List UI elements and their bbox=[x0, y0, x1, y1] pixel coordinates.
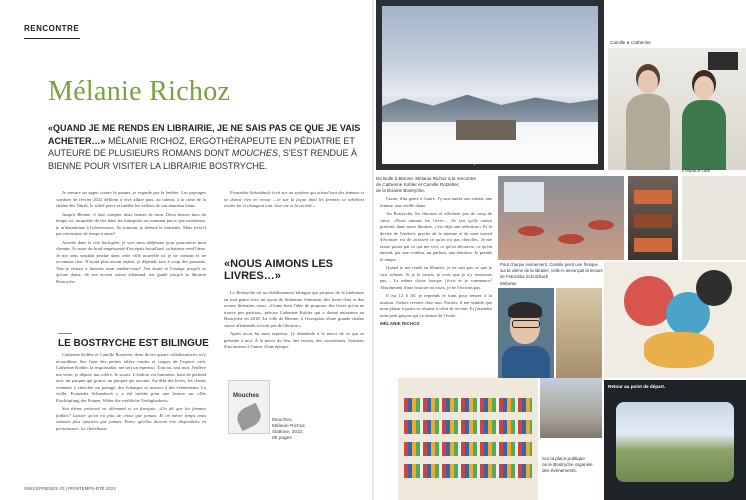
paragraph: Il est 12 h 30, je reprends le train pour rentrer à la maison. J'adore revenir chez moi. Parfois, il me semble que mon plaisir à partir se résume à celui de revenir. Et j'attendre mon petit garçon qui va rentrer de l'école. bbox=[380, 293, 492, 318]
photo-books-boxes bbox=[628, 176, 678, 260]
hair bbox=[508, 302, 542, 318]
photo-cafe bbox=[498, 176, 624, 260]
leaf-illustration bbox=[234, 403, 264, 431]
book-cover-title: Mouches bbox=[233, 393, 260, 399]
shelf-row bbox=[404, 398, 532, 412]
lead-quote: «QUAND JE ME RENDS EN LIBRAIRIE, JE NE SAIS PAS CE QUE JE VAIS ACHETER…» bbox=[48, 123, 361, 146]
book-info-line: Slatkine, 2022, bbox=[272, 430, 304, 435]
caption-line: de Franziska Schutzbach bbox=[500, 273, 549, 279]
glasses bbox=[512, 320, 540, 328]
caption-line: où le Bostryche organise bbox=[542, 461, 593, 467]
photo-train-window bbox=[376, 0, 604, 170]
caption-visit bbox=[376, 176, 494, 193]
book-info-line: Mélanie Richoz, bbox=[272, 424, 307, 429]
caption-line: Sur la place publique bbox=[542, 456, 585, 461]
lead-outro: , S'EST RENDUE À BIENNE POUR VISITER LA LIBRAIRIE BOSTRYCHE. bbox=[48, 148, 357, 171]
page-gutter bbox=[372, 0, 374, 500]
caption-line: De Bulle à Bienne: Mélanie Richoz à la rencontre bbox=[376, 176, 477, 181]
body-column-2b bbox=[224, 290, 364, 353]
book-info bbox=[272, 418, 332, 442]
book-info-line: 95 pages bbox=[272, 436, 292, 441]
cafe-window bbox=[504, 182, 544, 212]
book-info-line: Mouches, bbox=[272, 418, 293, 423]
subhead-rule bbox=[58, 333, 72, 334]
page-footer: SWISSFRIENDS #3 | PRINTEMPS-ÉTÉ 2022 bbox=[24, 486, 116, 491]
signature: MÉLANIE RICHOZ bbox=[380, 321, 420, 326]
caption-line: de la librairie Bostryche. bbox=[376, 187, 426, 193]
book-cover bbox=[228, 380, 270, 434]
shelf-row bbox=[404, 464, 532, 478]
article-title: Mélanie Richoz bbox=[48, 76, 231, 107]
photo-melanie bbox=[498, 288, 554, 378]
caption-portrait: Mélanie bbox=[500, 281, 517, 286]
caption-line: Pour chaque événement, Camille peint une fresque bbox=[500, 262, 598, 267]
article-lead bbox=[48, 122, 364, 172]
book-box bbox=[634, 190, 672, 204]
paragraph: l'autre, d'un genre à l'autre. J'y suis tantôt une enfant, une femme, une vieille dame. bbox=[380, 196, 492, 208]
paragraph: Son thème présenté en allemand et en français: «On dit que les femmes faibles? Laisser qu'on est plus de choix que jamais. Et en même temps nous sommes plus épuisées que jamais. Parce qu'elles doivent être disponibles en permanence. La chercheuse bbox=[56, 406, 206, 431]
blackboard bbox=[708, 52, 738, 70]
person-catherine bbox=[682, 76, 726, 170]
photo-plaza bbox=[540, 378, 602, 438]
cafe-table bbox=[518, 226, 544, 236]
paragraph: Arrivée dans la cité horlogère, je sors mon téléphone pour poursuivre mon chemin. À cause du froid emprisonné d'un épais brouillard, sa batterie rend l'âme. Je me sens soudain perdue dans cette ville nouvelle où je ne connais et ne reconnais rien. N'ayant plus aucun repère, je dépends tout à coup des passants. Vais-je réussir à honorer mon rendez-vous? J'en doute et l'orange jusqu'à ce qu'une dame, de son accent suisse allemand, me guide jusqu'à la librairie Bostryche. bbox=[56, 239, 207, 284]
paragraph: Je mesure un appui contre la paume, je regarde par la fenêtre. Les paysages sombres de février 2022 défilent à vive allure puis, au ralenti, à la cime de la chaîne des Vanils, le soleil perce et habille les vallons de son manteau blanc. bbox=[56, 190, 206, 208]
subhead: LE BOSTRYCHE EST BILINGUE bbox=[58, 338, 209, 349]
caption-train: Départ en train de Bulle bbox=[468, 160, 520, 165]
caption-plaza bbox=[542, 456, 602, 473]
book-box bbox=[634, 238, 672, 252]
fresco-shape bbox=[644, 332, 714, 368]
window-frame bbox=[376, 0, 604, 170]
caption-line: sur la vitrine de la librairie, celle-ci annonçait la lecture bbox=[500, 267, 603, 273]
paragraph: Après avoir bu mon espresso, j'y déambule à la merci de ce qui se présente à moi. À la merci du lieu, des rayons, des couvertures. Soutiens d'un univers à l'autre, d'une époque bbox=[224, 331, 364, 349]
photo-bookshelves bbox=[398, 378, 538, 500]
photo-fresco bbox=[604, 262, 746, 378]
paragraph: Catherine Kohler et Camille Rotzetter, deux de ses quatre collaboratrices, m'y accueillent. Sur l'une des petites tables rondes et rouges de l'espace café, Catherine Kohler, la responsable, me sert un espresso. Tout nu, tout noir. J'enlève ma veste, je dépose ma colère. Je souris. L'endroit est lumineux, haut de plafond avec un parquet qui grince, un parquet qui raconte. Au-delà des livres, les clients viennent y chercher un partage, des échanges et assister à des événements. La veille, Franziska Schutzbach y a été invitée pour une lecture sur «Die Erschöpfung der Frauen. Wider die weibliche Verfügbarkeit». bbox=[56, 352, 206, 403]
lead-book-title: MOUCHES bbox=[231, 148, 278, 158]
caption-cafe: L'espace café bbox=[682, 168, 711, 173]
paragraph: Le Bostryche est un établissement bilingue qui propose de la littérature en tout genre avec un rayon de littérature féministe, des livres d'art et des revues littéraires aussi. «J'aime bien l'idée de proposer des livres qu'on ne trouve pas partout», précise Catherine Kohler qui a donné naissance au Bostryche en 2018. La ville de Bienne, à l'exception d'une grande chaîne suisse allemande, n'avait pas de librairie.» bbox=[224, 290, 364, 328]
fresco-shape bbox=[696, 270, 732, 306]
paragraph: Franziska Schutzbach écrit sur un système qui attend tout des femmes et ne donne rien en retour —et sur la façon dont les femmes se rebellent contre lui et changent tout: leur vie et la société.» bbox=[224, 190, 364, 208]
cafe-table bbox=[588, 220, 614, 230]
caption-return: Retour au point de départ. bbox=[608, 384, 666, 389]
caption-line: de Catherine Kohler et Camille Rotzetter, bbox=[376, 181, 460, 187]
photo-shop-window bbox=[682, 176, 746, 260]
photo-shop-interior bbox=[556, 288, 602, 378]
body-column-2 bbox=[224, 190, 364, 212]
rubric-underline bbox=[24, 38, 80, 39]
body-column-3 bbox=[380, 196, 492, 330]
cafe-table bbox=[558, 234, 584, 244]
train-window bbox=[616, 402, 734, 482]
pull-quote: «NOUS AIMONS LES LIVRES…» bbox=[224, 258, 333, 282]
shirt bbox=[502, 346, 550, 378]
body-column-1b bbox=[56, 352, 206, 434]
photo-return-train bbox=[604, 380, 746, 500]
paragraph: Au Bostryche, les libraires et affichent pas de coup de cœur: «Nous aimons les livres… Se fait qu'ils soient présents dans notre librairie, c'est déjà une sélection.» Et la devise de l'endroit, proche de la mienne et de mon travail d'écriture: est de «trouver ce qu'on n'a pas cherché». Je me laisse porter par ce qui me voit, ce qu'on découvre, ce qu'on entend, par une couleur, un parfum, une émotion. Je prends le temps… bbox=[380, 211, 492, 262]
shelf-row bbox=[404, 442, 532, 456]
body-column-1 bbox=[56, 190, 206, 287]
section-rubric: RENCONTRE bbox=[24, 24, 80, 33]
book-box bbox=[634, 214, 672, 228]
caption-fresco bbox=[500, 262, 604, 279]
paragraph: Jusqu'à Bienne, il faut compter deux heures de train. Deux heures hors du temps ou, incapable de lire dans les transports en commun parce que nauséeuse, je m'abandonne à l'observation. Au lointain, je détente le farniente. Mais n'est-il pas nécessaire de temps à autre? bbox=[56, 211, 206, 236]
photo-camille-catherine bbox=[608, 48, 746, 170]
lead-intro: MÉLANIE RICHOZ, ERGOTHÉRAPEUTE EN PÉDIATRIE ET AUTEURE DE PLUSIEURS ROMANS DONT bbox=[48, 135, 355, 158]
shelf-row bbox=[404, 420, 532, 434]
paragraph: Quand je me rends en librairie, je ne sais pas ce que je vais acheter. Si je le savais, je crois que je n'y rentrerais pas… La même chose lorsque j'écris et je commence! Absolument d'une histoire en cours, je ne l'écrirais pas. bbox=[380, 265, 492, 290]
person-camille bbox=[626, 70, 670, 170]
caption-line: des événements. bbox=[542, 467, 577, 473]
caption-women: Camille & Catherine bbox=[610, 40, 651, 45]
